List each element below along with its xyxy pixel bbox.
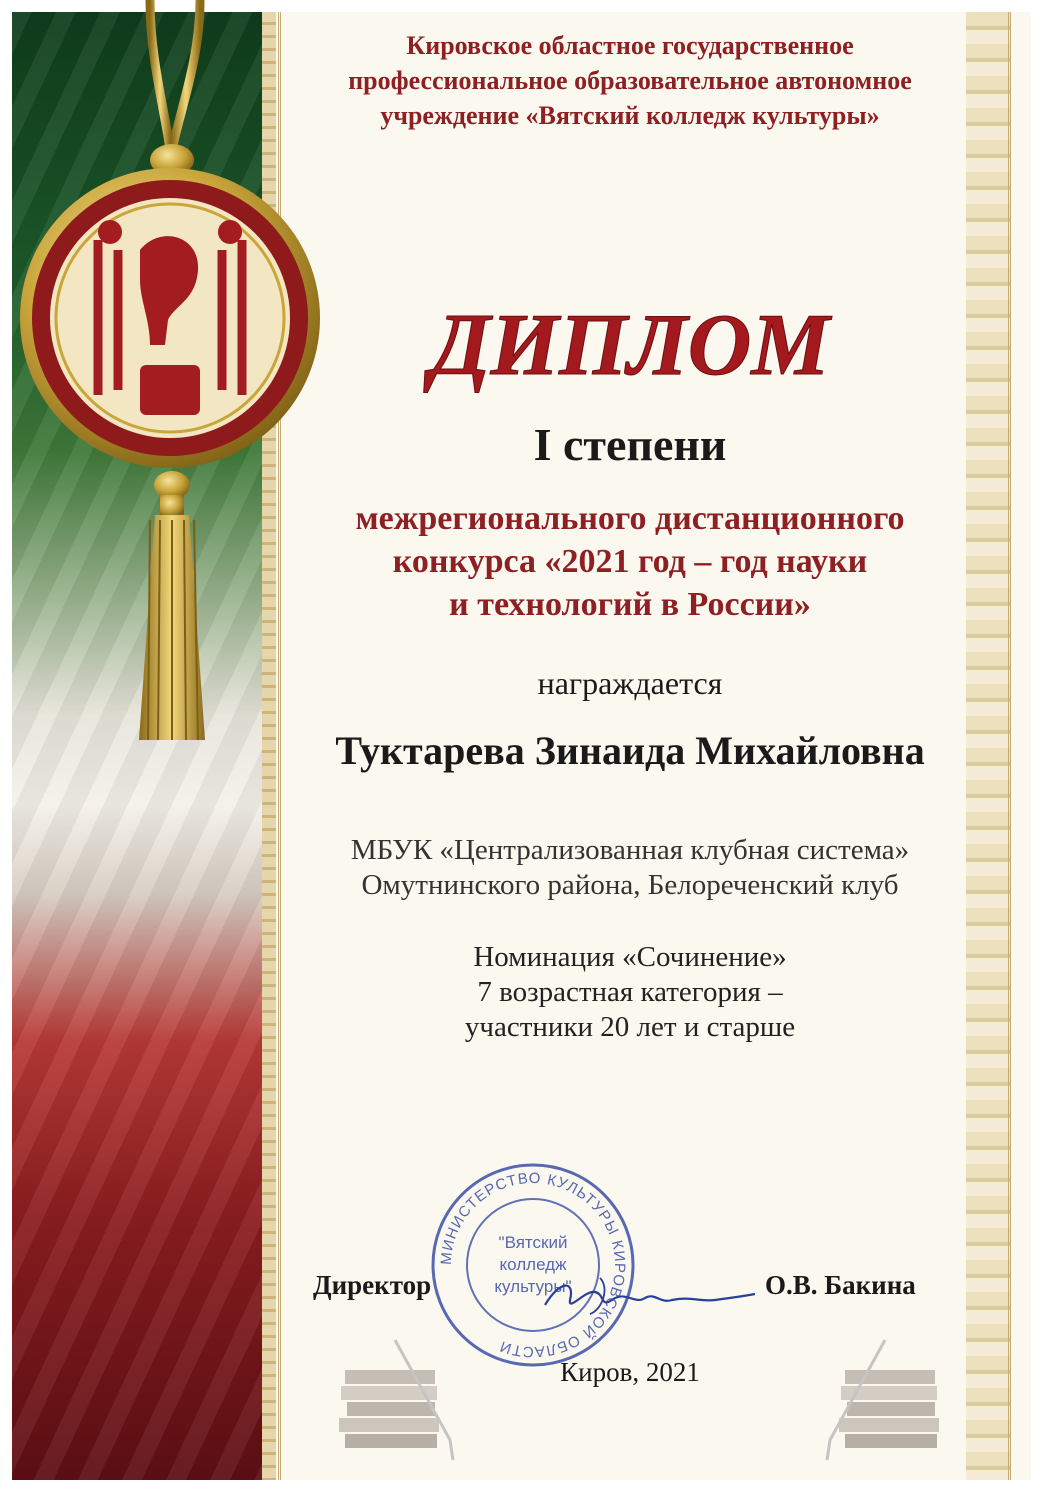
issuer-line: Кировское областное государственное [406,31,854,60]
stamp-inner-line: культуры" [494,1277,572,1296]
nomination-line: 7 возрастная категория – [477,976,783,1008]
nomination-block [300,940,960,1045]
issuer-line: учреждение «Вятский колледж культуры» [380,101,880,130]
official-stamp [428,1160,638,1370]
signature-role: Директор [313,1270,432,1300]
issuer-organization [300,28,960,133]
diploma-title-text: ДИПЛОМ [430,297,830,394]
contest-line: межрегионального дистанционного [355,500,905,537]
signature-name: О.В. Бакина [765,1270,916,1300]
contest-line: конкурса «2021 год – год науки [392,543,868,580]
recipient-name: Туктарева Зинаида Михайловна [335,728,925,773]
contest-line: и технологий в России» [449,586,811,623]
diploma-title [380,296,880,396]
recipient-organization [300,833,960,903]
organization-line: МБУК «Централизованная клубная система» [350,834,910,866]
stamp-inner-line: колледж [499,1255,567,1274]
handwritten-signature [540,1270,760,1320]
nomination-line: участники 20 лет и старше [464,1011,796,1043]
stamp-outer-text: МИНИСТЕРСТВО КУЛЬТУРЫ КИРОВСКОЙ ОБЛАСТИ [437,1169,629,1361]
contest-name [300,497,960,626]
place-and-year: Киров, 2021 [560,1357,700,1387]
stamp-inner-line: "Вятский [498,1233,568,1252]
issuer-line: профессиональное образовательное автономное [348,66,912,95]
college-emblem-medallion [0,0,330,760]
degree-label: I степени [533,419,727,470]
awarded-label: награждается [537,665,723,701]
books-decoration-right [825,1330,945,1470]
nomination-line: Номинация «Сочинение» [473,941,787,973]
organization-line: Омутнинского района, Белореченский клуб [361,869,899,901]
